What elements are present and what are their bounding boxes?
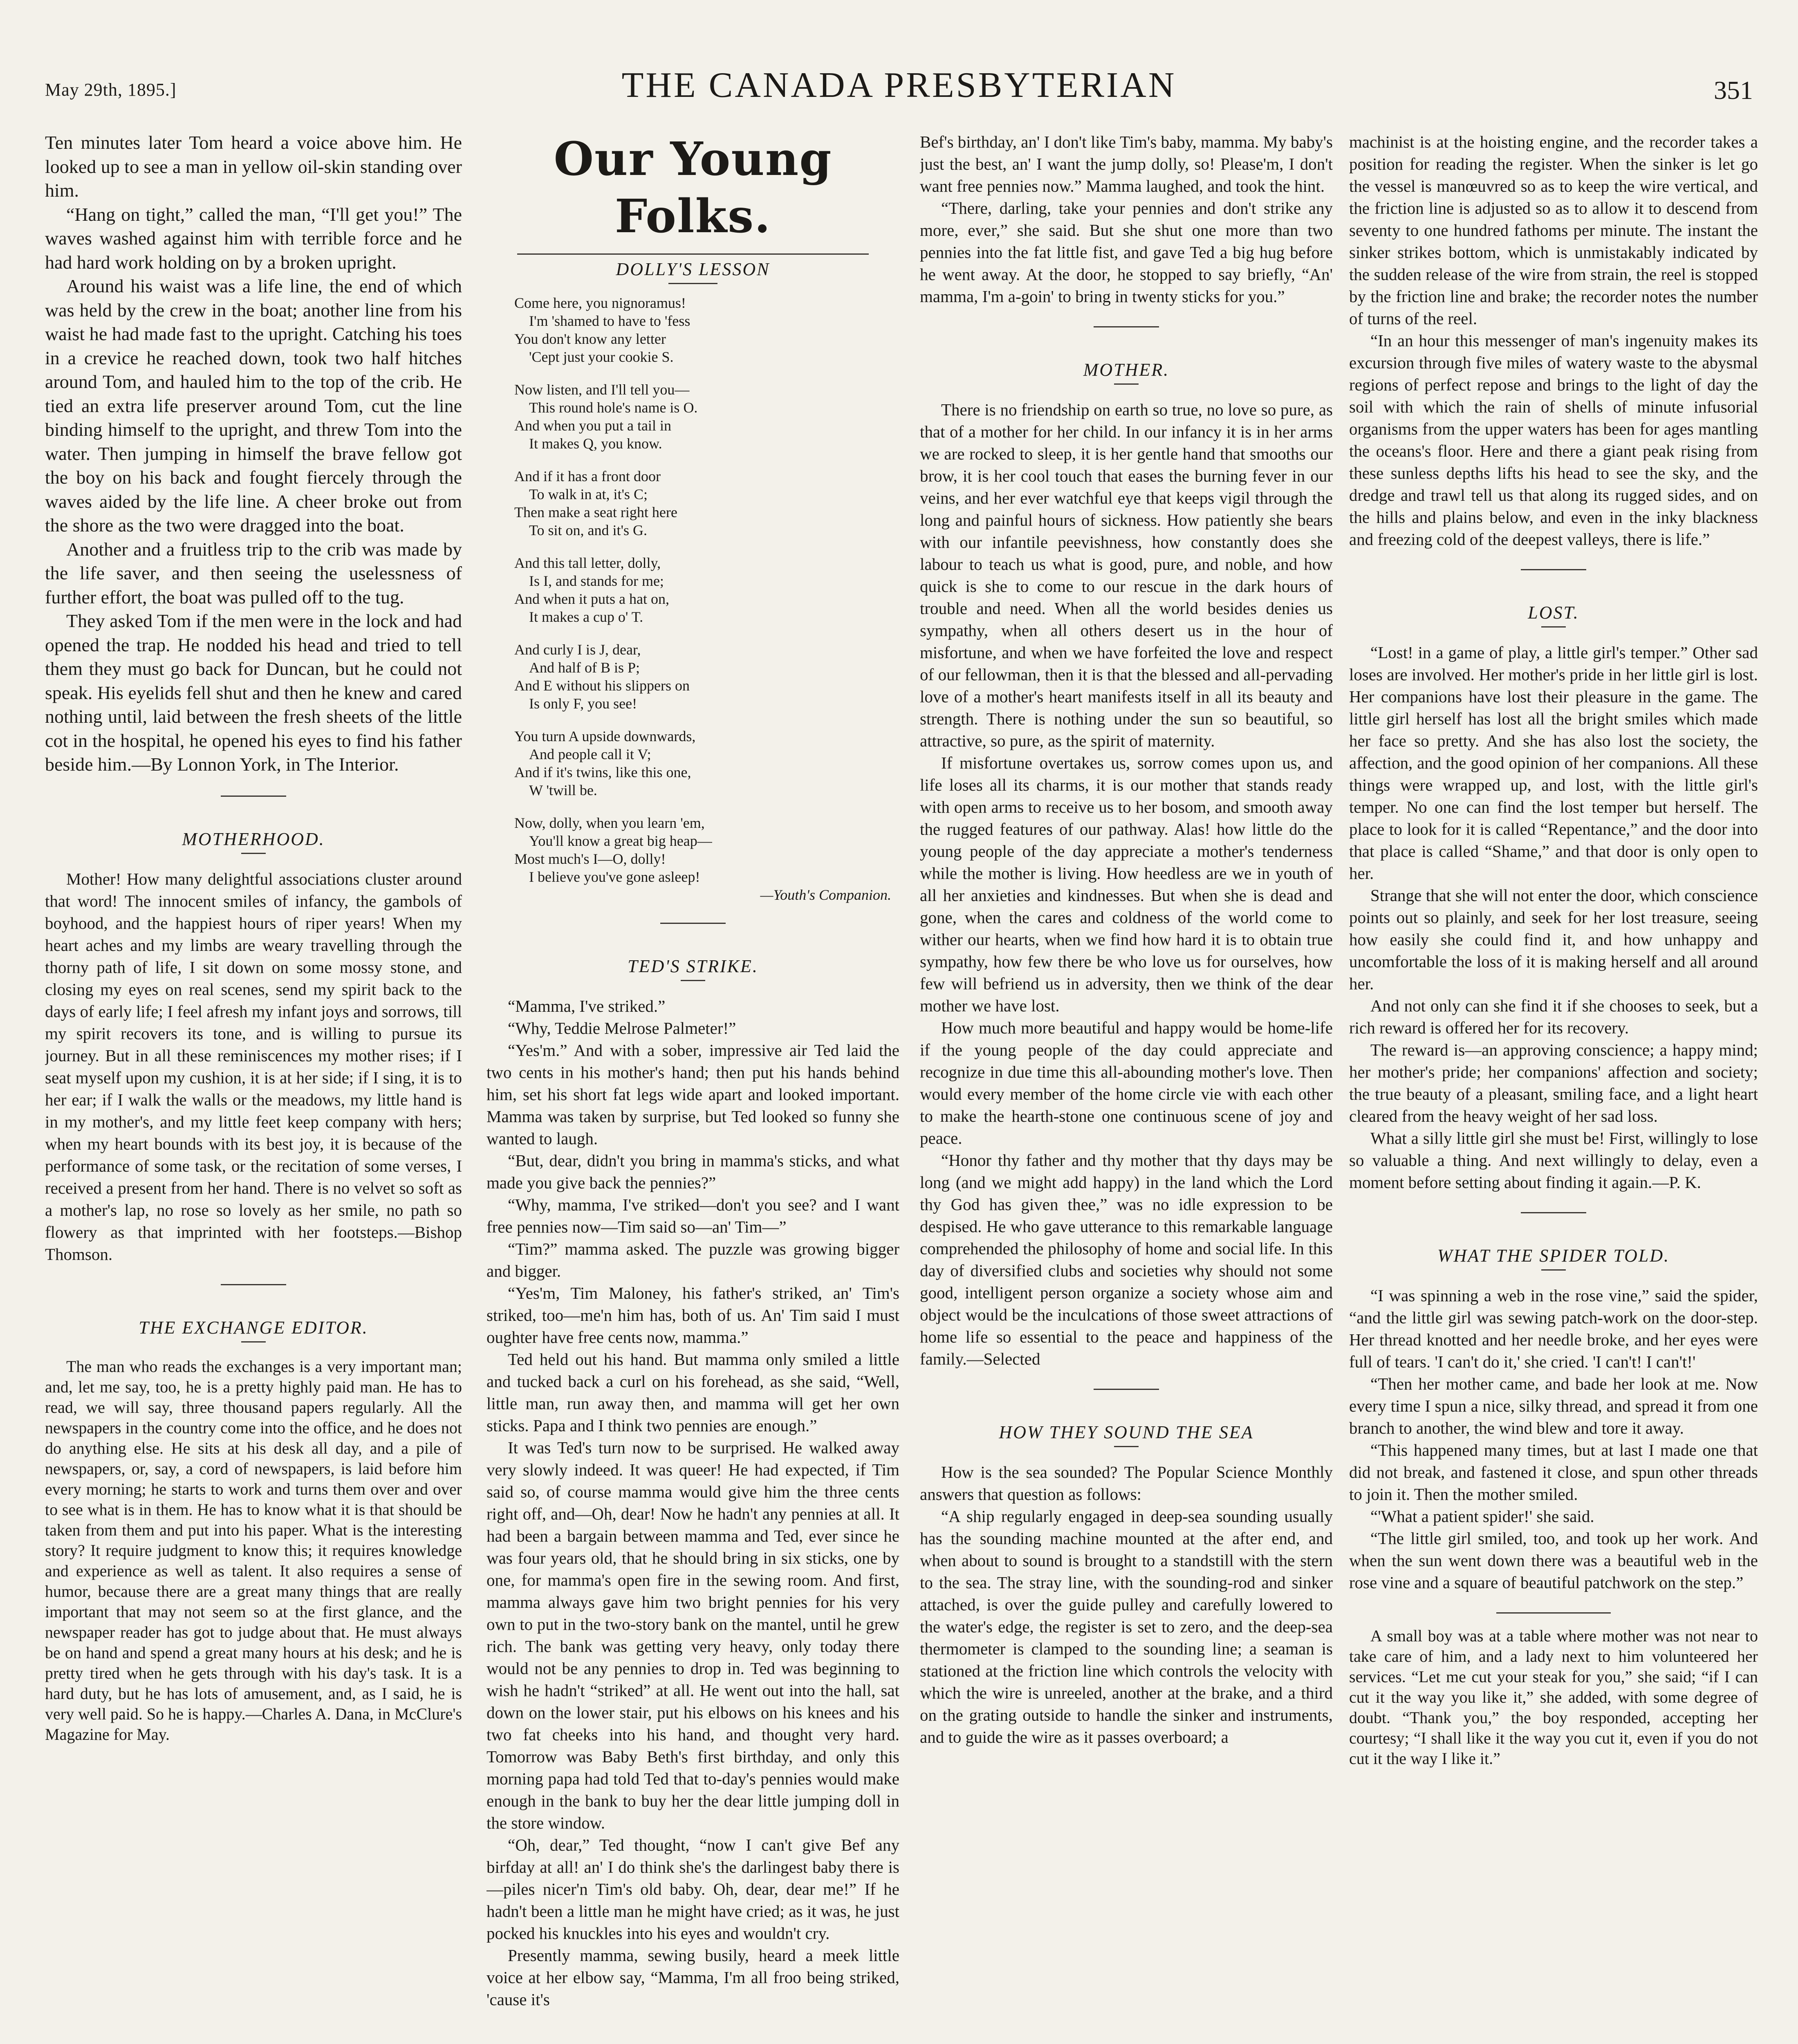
paragraph: They asked Tom if the men were in the lock and had opened the trap. He nodded his head and tried to tell them they must go back for Duncan, but he could not speak. His eyelids fell shut and then he knew and cared nothing until, laid between the fresh sheets of the little cot in the hospital, he opened his eyes to find his father beside him.—By Lonnon York, in The Interior. <box>45 610 462 775</box>
paragraph: There is no friendship on earth so true, no love so pure, as that of a mother for her child. In our infancy it is in her arms we are rocked to sleep, it is her gentle hand that smooths our brow, it is her cool touch that eases the burning fever in our veins, and her ever watchful eye that keeps vigil through the long and painful hours of sickness. How patiently she bears with our infantile peevishness, how constantly does she labour to teach us what is good, pure, and noble, and how quick is she to come to our rescue in the dark hours of trouble and need. When all the world besides denies us sympathy, when all others desert us in the hour of misfortune, and when we have forfeited the love and respect of our fellowman, then it is that the blessed and all-pervading love of a mother's heart manifests itself in all its beauty and strength. There is nothing under the sun so beautiful, so attractive, so pure, as the spirit of maternity. <box>920 400 1333 750</box>
article-title-mother: MOTHER. <box>1083 360 1170 380</box>
paragraph: “There, darling, take your pennies and don't strike any more, ever,” she said. But she shut one more than two pennies into the fat little fist, and gave Ted a big hug before he went away. At the door, he stopped to say briefly, “An' mamma, I'm a-goin' to bring in twenty sticks for you.” <box>920 199 1333 306</box>
section-rule <box>1521 1212 1586 1213</box>
article-title-spider: WHAT THE SPIDER TOLD. <box>1437 1246 1670 1266</box>
paragraph: “Oh, dear,” Ted thought, “now I can't give Bef any birfday at all! an' I do think she's the darlingest baby there is—piles nicer'n Tim's old baby. Oh, dear, dear me!” If he hadn't been a little man he might have cried; as it was, he just pocked his knuckles into his eyes and wouldn't cry. <box>486 1836 899 1943</box>
paragraph: “But, dear, didn't you bring in mamma's sticks, and what made you give back the pennies?” <box>486 1151 899 1192</box>
paragraph: “Hang on tight,” called the man, “I'll get you!” The waves washed against him with terrible force and he had hard work holding on by a broken upright. <box>45 204 462 273</box>
poem-stanza <box>514 554 899 626</box>
title-dash <box>1541 626 1566 628</box>
poem-line: And if it has a front door <box>514 468 661 484</box>
poem-source: —Youth's Companion. <box>760 887 891 903</box>
poem-line: And this tall letter, dolly, <box>514 555 661 571</box>
poem-stanza <box>514 641 899 713</box>
paragraph: If misfortune overtakes us, sorrow comes upon us, and life loses all its charms, it is our mother that stands ready with open arms to receive us to her bosom, and smooth away the rugged features of our pathway. Alas! how little do the young people of the day appreciate a mother's tenderness while the mother is living. How heedless are we in youth of all her anxieties and kindnesses. But when she is dead and gone, when the cares and coldness of the world come to wither our hearts, when we find how hard it is to obtain true sympathy, how few there be who love us for ourselves, how few will befriend us in adversity, then we think of the dear mother we have lost. <box>920 753 1333 1015</box>
column-2 <box>486 131 899 2044</box>
paragraph: How much more beautiful and happy would be home-life if the young people of the day could appreciate and recognize in due time this all-abounding mother's love. Then would every member of the home circle vie with each other to make the hearth-stone one continuous scene of joy and peace. <box>920 1018 1333 1148</box>
article-title-lost: LOST. <box>1528 603 1579 623</box>
title-dash <box>668 283 717 284</box>
paragraph: “In an hour this messenger of man's ingenuity makes its excursion through five miles of watery waste to the abysmal regions of perfect repose and brings to the light of day the soil with which the rain of shells of minute infusorial organisms from the upper waters has been for ages mantling the oceans's floor. Here and there a giant peak rising from these sunless depths lifts his head to see the sky, and the dredge and trawl tell us that along its rugged sides, and on the hills and plains below, and even in the inky blackness and freezing cold of the deepest valleys, there is life.” <box>1349 331 1758 549</box>
paragraph: “Why, mamma, I've striked—don't you see? and I want free pennies now—Tim said so—an' Tim—” <box>486 1195 899 1236</box>
paragraph: “Mamma, I've striked.” <box>508 997 666 1015</box>
poem-line: W 'twill be. <box>529 782 597 798</box>
paragraph: It was Ted's turn now to be surprised. He walked away very slowly indeed. It was queer! He had expected, if Tim said so, of course mamma would give him the three cents right off, and—Oh, dear! Now he hadn't any pennies at all. It had been a bargain between mamma and Ted, ever since he was four years old, that he should bring in six sticks, one by one, for mamma's open fire in the sewing room. And first, mamma always gave him two bright pennies for his very own to put in the two-story bank on the mantel, until he grew rich. The bank was getting very heavy, only today there would not be any pennies to drop in. Ted was beginning to wish he hadn't “striked” at all. He went out into the hall, sat down on the lower stair, put his elbows on his knees and his two fat cheeks into his hand, and thought very hard. Tomorrow was Baby Beth's first birthday, and only this morning papa had told Ted that to-day's pennies would make enough in the bank to buy her the dear little jumping doll in the store window. <box>486 1438 899 1832</box>
paragraph: “Yes'm.” And with a sober, impressive air Ted laid the two cents in his mother's hand; then put his hands behind him, set his short fat legs wide apart and looked important. Mamma was taken by surprise, but Ted looked so funny she wanted to laugh. <box>486 1041 899 1148</box>
paragraph: How is the sea sounded? The Popular Science Monthly answers that question as follows: <box>920 1463 1333 1504</box>
section-rule <box>1094 1389 1159 1390</box>
page-number: 351 <box>1714 76 1753 105</box>
article-title-motherhood: MOTHERHOOD. <box>182 829 325 849</box>
article-title-sound-the-sea: HOW THEY SOUND THE SEA <box>999 1422 1254 1442</box>
poem-line: You turn A upside downwards, <box>514 728 696 744</box>
paragraph: “Then her mother came, and bade her look at me. Now every time I spun a nice, silky thread, and spread it from one branch to another, the wind blew and tore it away. <box>1349 1374 1758 1437</box>
newspaper-title: THE CANADA PRESBYTERIAN <box>621 65 1177 105</box>
title-dash <box>241 1341 266 1342</box>
section-banner: Our Young Folks. <box>554 132 832 243</box>
poem-line: This round hole's name is O. <box>529 399 698 416</box>
poem-line: You'll know a great big heap— <box>529 833 712 849</box>
paragraph: “This happened many times, but at last I made one that did not break, and fastened it close, and spun other threads to join it. Then the mother smiled. <box>1349 1441 1758 1504</box>
poem-line: To sit on, and it's G. <box>529 522 647 538</box>
paragraph: “Yes'm, Tim Maloney, his father's striked, an' Tim's striked, too—me'n him has, both of us. An' Tim said I must oughter have free cents now, mamma.” <box>486 1284 899 1347</box>
paragraph: “The little girl smiled, too, and took up her work. And when the sun went down there was a beautiful web in the rose vine and a square of beautiful patchwork on the step.” <box>1349 1529 1758 1592</box>
paragraph: Strange that she will not enter the door, which conscience points out so plainly, and seek for her lost treasure, seeing how easily she could find it, and how unhappy and uncomfortable the loss of it is making herself and all around her. <box>1349 886 1758 993</box>
paragraph: Presently mamma, sewing busily, heard a meek little voice at her elbow say, “Mamma, I'm all froo being striked, 'cause it's <box>486 1946 899 2009</box>
title-dash <box>1114 1446 1139 1447</box>
poem <box>514 294 899 904</box>
masthead <box>45 61 1753 110</box>
issue-date: May 29th, 1895.] <box>45 80 177 100</box>
poem-stanza <box>514 727 899 799</box>
poem-line: And when it puts a hat on, <box>514 591 669 607</box>
section-rule <box>221 1284 286 1285</box>
poem-line: I'm 'shamed to have to 'fess <box>529 313 691 329</box>
poem-line: Most much's I—O, dolly! <box>514 851 666 867</box>
poem-line: You don't know any letter <box>514 331 666 347</box>
column-1 <box>45 131 462 2044</box>
article-title-exchange-editor: THE EXCHANGE EDITOR. <box>139 1317 368 1338</box>
section-rule <box>221 796 286 797</box>
poem-stanza <box>514 294 899 366</box>
banner-rule <box>517 253 869 255</box>
paragraph: Ten minutes later Tom heard a voice above him. He looked up to see a man in yellow oil-skin standing over him. <box>45 132 462 201</box>
title-dash <box>681 980 705 981</box>
article-title-dollys-lesson: DOLLY'S LESSON <box>616 259 770 279</box>
article-title-teds-strike: TED'S STRIKE. <box>628 956 758 976</box>
poem-line: Come here, you nignoramus! <box>514 295 686 311</box>
paragraph: machinist is at the hoisting engine, and the recorder takes a position for reading the register. When the sinker is let go the vessel is manœuvred so as to keep the wire vertical, and the friction line is adjusted so as to allow it to descend from seventy to one hundred fathoms per minute. The instant the sinker strikes bottom, which is unmistakably indicated by the sudden release of the wire from strain, the reel is stopped by the friction line and brake; the recorder notes the number of turns of the reel. <box>1349 132 1758 328</box>
column-4 <box>1349 131 1758 2044</box>
title-dash <box>1541 1269 1566 1271</box>
column-3 <box>920 131 1333 2044</box>
paragraph: “Honor thy father and thy mother that thy days may be long (and we might add happy) in the land which the Lord thy God has given thee,” was no idle expression to be despised. He who gave utterance to this remarkable language comprehended the philosophy of home and social life. In this day of diversified clubs and societies why should not some good, intelligent person organize a society whose aim and object would be the inculcations of those sweet attractions of home life so essential to the peace and happiness of the family.—Selected <box>920 1151 1333 1368</box>
poem-line: And if it's twins, like this one, <box>514 764 691 780</box>
poem-line: And when you put a tail in <box>514 417 671 434</box>
poem-line: I believe you've gone asleep! <box>529 869 700 885</box>
poem-line: It makes a cup o' T. <box>529 609 643 625</box>
paragraph: “I was spinning a web in the rose vine,” said the spider, “and the little girl was sewing patch-work on the door-step. Her thread knotted and her needle broke, and her eyes were full of tears. 'I can't do it,' she cried. 'I can't! I can't!' <box>1349 1286 1758 1371</box>
paragraph: Ted held out his hand. But mamma only smiled a little and tucked back a curl on his forehead, as she said, “Well, little man, run away then, and mamma will get her own sticks. Papa and I think two pennies are enough.” <box>486 1350 899 1435</box>
paragraph: The man who reads the exchanges is a very important man; and, let me say, too, he is a pretty highly paid man. He has to read, we will say, three thousand papers regularly. All the newspapers in the country come into the office, and he does not do anything else. He sits at his desk all day, and a pile of newspapers, or, say, a cord of newspapers, is laid before him every morning; he starts to work and turns them over and over to see what is in them. He has to know what it is that should be taken from them and put into his paper. What is the interesting story? It require judgment to know this; it requires knowledge and experience as well as talent. It also requires a sense of humor, because there are a great many things that are really important that may not seem so at the first glance, and the newspaper reader has got to judge about that. He must always be on hand and spend a great many hours at his desk; and he is pretty tired when he gets through with his day's task. It is a hard duty, but he has lots of amusement, and, as I said, he is very well paid. So he is happy.—Charles A. Dana, in McClure's Magazine for May. <box>45 1357 462 1744</box>
poem-stanza <box>514 467 899 539</box>
paragraph: And not only can she find it if she chooses to seek, but a rich reward is offered her for its recovery. <box>1349 996 1758 1037</box>
paragraph: Bef's birthday, an' I don't like Tim's baby, mamma. My baby's just the best, an' I want the jump dolly, so! Please'm, I don't want free pennies now.” Mamma laughed, and took the hint. <box>920 132 1333 195</box>
section-rule <box>1094 326 1159 327</box>
poem-line: It makes Q, you know. <box>529 435 662 452</box>
paragraph: “Why, Teddie Melrose Palmeter!” <box>508 1019 736 1038</box>
poem-line: Now listen, and I'll tell you— <box>514 381 690 398</box>
paragraph: Mother! How many delightful associations cluster around that word! The innocent smiles of infancy, the gambols of boyhood, and the happiest hours of riper years! When my heart aches and my limbs are weary travelling through the thorny path of life, I sit down on some mossy stone, and closing my eyes on real scenes, send my spirit back to the days of early life; I feel afresh my infant joys and sorrows, till my spirit recovers its tone, and is willing to pursue its journey. But in all these reminiscences my mother rises; if I seat myself upon my cushion, it is at her side; if I sing, it is to her ear; if I walk the walls or the meadows, my little hand is in my mother's, and my little feet keep company with hers; when my heart bounds with its best joy, it is because of the performance of some task, or the recitation of some verses, I received a present from her hand. There is no velvet so soft as a mother's lap, no rose so lovely as her smile, no path so flowery as that imprinted with her footsteps.—Bishop Thomson. <box>45 869 462 1264</box>
poem-line: And curly I is J, dear, <box>514 641 641 658</box>
poem-line: And half of B is P; <box>529 659 640 676</box>
poem-stanza <box>514 814 899 886</box>
paragraph: “A ship regularly engaged in deep-sea sounding usually has the sounding machine mounted at the after end, and when about to sound is brought to a standstill with the stern to the sea. The stray line, with the sounding-rod and sinker attached, is over the guide pulley and carefully lowered to the water's edge, the register is set to zero, and the deep-sea thermometer is clamped to the sounding line; a seaman is stationed at the friction line which controls the velocity with which the wire is unreeled, another at the brake, and a third on the grating outside to handle the sinker and instruments, and to guide the wire as it passes overboard; a <box>920 1507 1333 1746</box>
poem-line: Is only F, you see! <box>529 695 637 712</box>
paragraph: Around his waist was a life line, the end of which was held by the crew in the boat; another line from his waist he had made fast to the upright. Catching his toes in a crevice he reached down, took two half hitches around Tom, and hauled him to the top of the crib. He tied an extra life preserver around Tom, cut the line binding himself to the upright, and threw Tom into the water. Then jumping in himself the brave fellow got the boy on his back and fought fiercely through the waves aided by the life line. A cheer broke out from the shore as the two were dragged into the boat. <box>45 276 462 536</box>
title-dash <box>1114 383 1139 385</box>
poem-line: 'Cept just your cookie S. <box>529 349 674 365</box>
paragraph: The reward is—an approving conscience; a happy mind; her mother's pride; her companions' affection and society; the true beauty of a pleasant, smiling face, and a light heart cleared from the heavy weight of her sad loss. <box>1349 1040 1758 1125</box>
poem-line: Then make a seat right here <box>514 504 677 520</box>
section-rule <box>1521 569 1586 570</box>
poem-line: To walk in at, it's C; <box>529 486 648 502</box>
paragraph: What a silly little girl she must be! First, willingly to lose so valuable a thing. And next willingly to delay, even a moment before setting about finding it again.—P. K. <box>1349 1129 1758 1192</box>
poem-line: And people call it V; <box>529 746 651 762</box>
paragraph: “'What a patient spider!' she said. <box>1370 1507 1594 1526</box>
poem-line: Now, dolly, when you learn 'em, <box>514 815 705 831</box>
poem-line: Is I, and stands for me; <box>529 573 664 589</box>
section-rule <box>660 923 726 924</box>
paragraph: A small boy was at a table where mother was not near to take care of him, and a lady next to him volunteered her services. “Let me cut your steak for you,” she said; “if I can cut it the way you like it,” she added, with some degree of doubt. “Thank you,” the boy responded, accepting her courtesy; “I shall like it the way you cut it, even if you do not cut it the way I like it.” <box>1349 1627 1758 1768</box>
paragraph: Another and a fruitless trip to the crib was made by the life saver, and then seeing the uselessness of further effort, the boat was pulled off to the tug. <box>45 538 462 607</box>
poem-line: And E without his slippers on <box>514 677 690 694</box>
paragraph: “Lost! in a game of play, a little girl's temper.” Other sad loses are involved. Her mother's pride in her little girl is lost. Her companions have lost their pleasure in the game. The little girl herself has lost all the bright smiles which made her face so pretty. And she has also lost the society, the affection, and the good opinion of her companions. All these things were wrapped up, and lost, with the little girl's temper. No one can find the lost temper but herself. The place to look for it is called “Repentance,” and the door into that place is called “Shame,” and that door is only open to her. <box>1349 643 1758 883</box>
poem-stanza <box>514 381 899 453</box>
story-conclusion <box>45 131 462 777</box>
paragraph: “Tim?” mamma asked. The puzzle was growing bigger and bigger. <box>486 1239 899 1280</box>
title-dash <box>241 853 266 854</box>
